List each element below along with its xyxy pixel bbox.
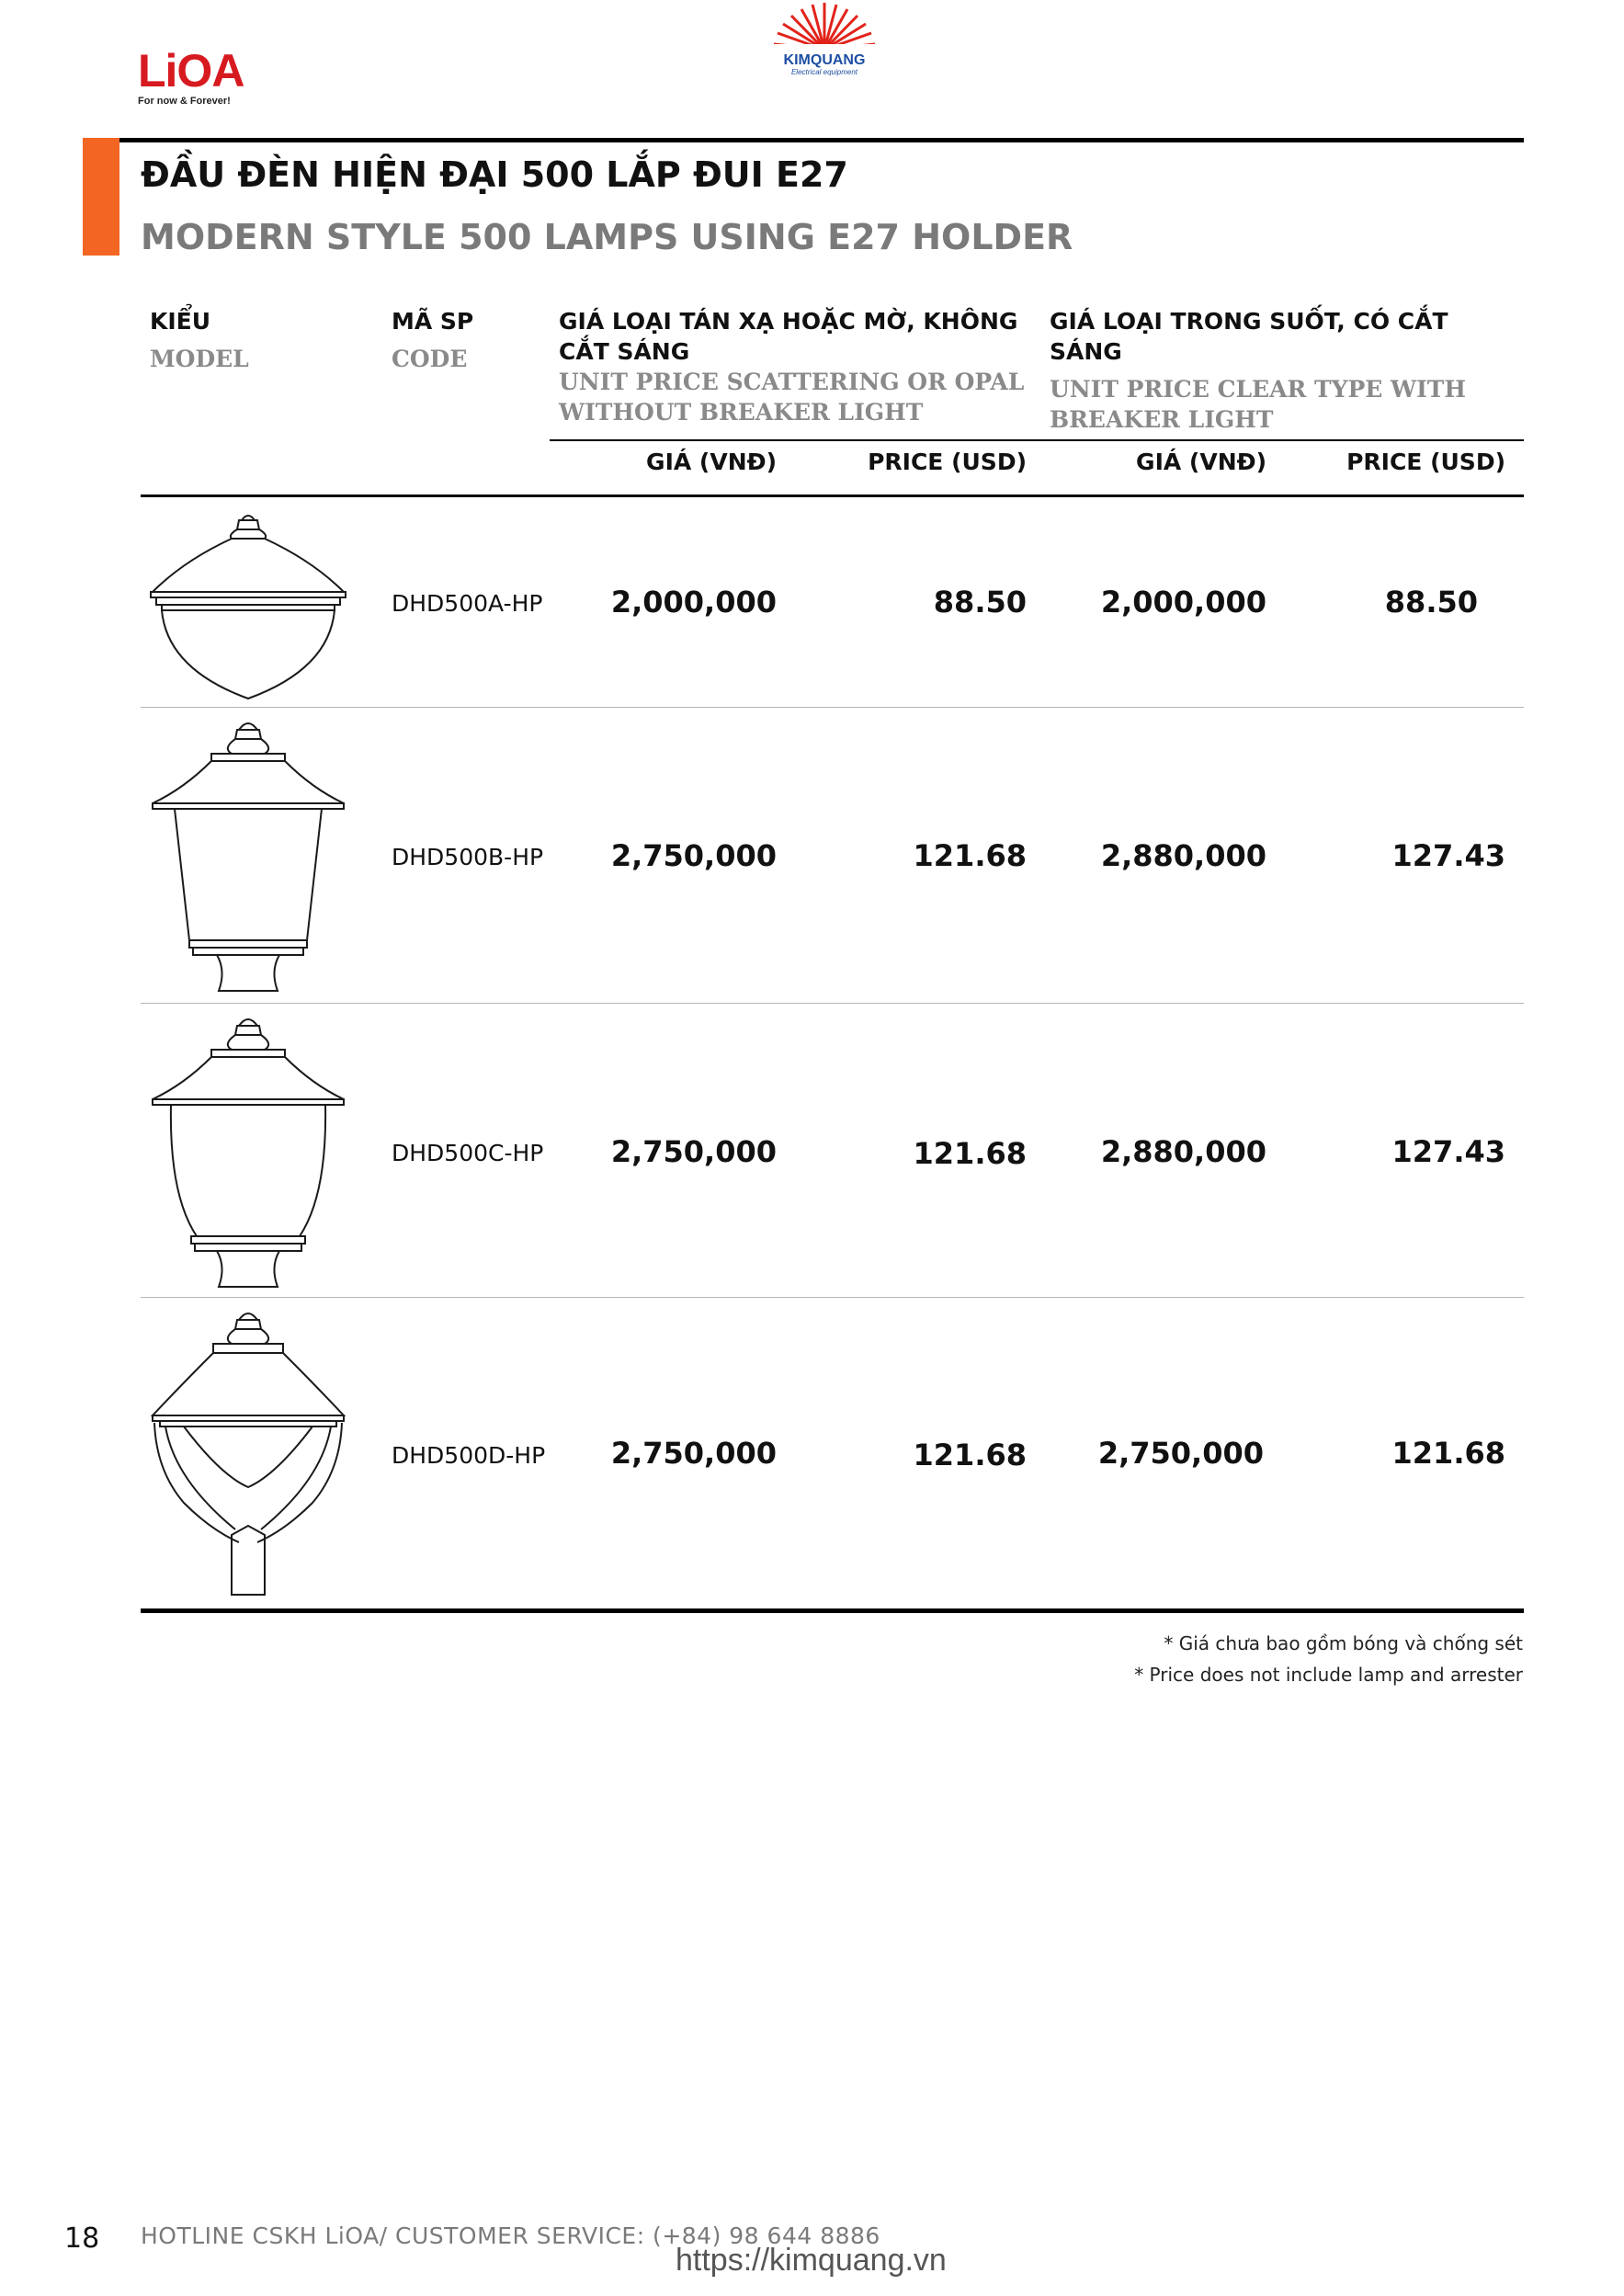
g1-price-vnd-header: GIÁ (VNĐ) <box>646 449 777 475</box>
g1-price-usd: 88.50 <box>933 585 1027 619</box>
product-code: DHD500B-HP <box>392 844 544 870</box>
kimquang-logo-subtext: Electrical equipment <box>790 68 858 76</box>
g1-price-usd-header: PRICE (USD) <box>868 449 1027 475</box>
table-bottom-rule <box>141 1608 1524 1613</box>
col-group1-label-en: UNIT PRICE SCATTERING OR OPAL WITHOUT BREAKER LIGHT <box>559 369 1025 426</box>
g1-price-vnd: 2,750,000 <box>610 1436 777 1471</box>
title-accent-bar <box>83 138 119 256</box>
footer-url[interactable]: https://kimquang.vn <box>676 2243 947 2278</box>
col-group1-header <box>559 306 1037 427</box>
g2-price-usd: 121.68 <box>1391 1436 1505 1471</box>
product-code: DHD500A-HP <box>392 590 543 617</box>
g2-price-vnd: 2,880,000 <box>1100 1134 1266 1169</box>
g2-price-vnd: 2,000,000 <box>1100 585 1266 619</box>
lioa-logo <box>138 45 244 107</box>
g2-price-vnd: 2,880,000 <box>1100 838 1266 873</box>
price-subheader-rule <box>550 439 1524 441</box>
product-code: DHD500D-HP <box>392 1442 546 1469</box>
header-bottom-rule <box>141 494 1524 497</box>
col-code-label-en: CODE <box>392 346 468 372</box>
note-en: * Price does not include lamp and arrester <box>1134 1664 1523 1686</box>
col-group2-label-vn: GIÁ LOẠI TRONG SUỐT, CÓ CẮT SÁNG <box>1050 308 1448 365</box>
g2-price-vnd: 2,750,000 <box>1097 1436 1264 1471</box>
row-separator <box>141 1003 1524 1004</box>
g2-price-usd: 88.50 <box>1384 585 1478 619</box>
page-number: 18 <box>64 2222 100 2255</box>
col-model-label-en: MODEL <box>150 346 249 372</box>
lioa-logo-text: LiOA <box>138 45 244 97</box>
lamp-c-icon <box>147 1011 349 1291</box>
g1-price-vnd: 2,000,000 <box>610 585 777 619</box>
g2-price-usd-header: PRICE (USD) <box>1346 449 1505 475</box>
lioa-tagline: For now & Forever! <box>138 96 231 107</box>
lamp-a-icon <box>147 504 349 701</box>
kimquang-logo <box>765 2 884 80</box>
page-title-en: MODERN STYLE 500 LAMPS USING E27 HOLDER <box>141 217 1073 257</box>
g1-price-usd: 121.68 <box>913 838 1027 873</box>
g1-price-vnd: 2,750,000 <box>610 838 777 873</box>
title-top-rule <box>83 138 1524 142</box>
row-separator <box>141 1297 1524 1298</box>
row-separator <box>141 707 1524 708</box>
col-group2-header <box>1050 306 1524 435</box>
product-code: DHD500C-HP <box>392 1140 544 1166</box>
g2-price-usd: 127.43 <box>1391 1134 1505 1169</box>
g2-price-usd: 127.43 <box>1391 838 1505 873</box>
footer-hotline: HOTLINE CSKH LiOA/ CUSTOMER SERVICE: (+84) 98 644 8886 <box>141 2222 880 2249</box>
col-group1-label-vn: GIÁ LOẠI TÁN XẠ HOẶC MỜ, KHÔNG CẮT SÁNG <box>559 308 1018 365</box>
col-model-label-vn: KIỂU <box>150 308 211 335</box>
page-title-vn: ĐẦU ĐÈN HIỆN ĐẠI 500 LẮP ĐUI E27 <box>141 154 848 195</box>
g1-price-usd: 121.68 <box>913 1136 1027 1171</box>
col-model-header <box>150 306 249 374</box>
kimquang-logo-text: KIMQUANG <box>783 52 866 68</box>
col-group2-label-en: UNIT PRICE CLEAR TYPE WITH BREAKER LIGHT <box>1050 376 1466 433</box>
note-vn: * Giá chưa bao gồm bóng và chống sét <box>1164 1632 1523 1654</box>
g1-price-usd: 121.68 <box>913 1438 1027 1472</box>
col-code-label-vn: MÃ SP <box>392 308 474 335</box>
g2-price-vnd-header: GIÁ (VNĐ) <box>1136 449 1266 475</box>
lamp-b-icon <box>147 715 349 995</box>
lamp-d-icon <box>147 1305 349 1599</box>
col-code-header <box>392 306 473 374</box>
g1-price-vnd: 2,750,000 <box>610 1134 777 1169</box>
